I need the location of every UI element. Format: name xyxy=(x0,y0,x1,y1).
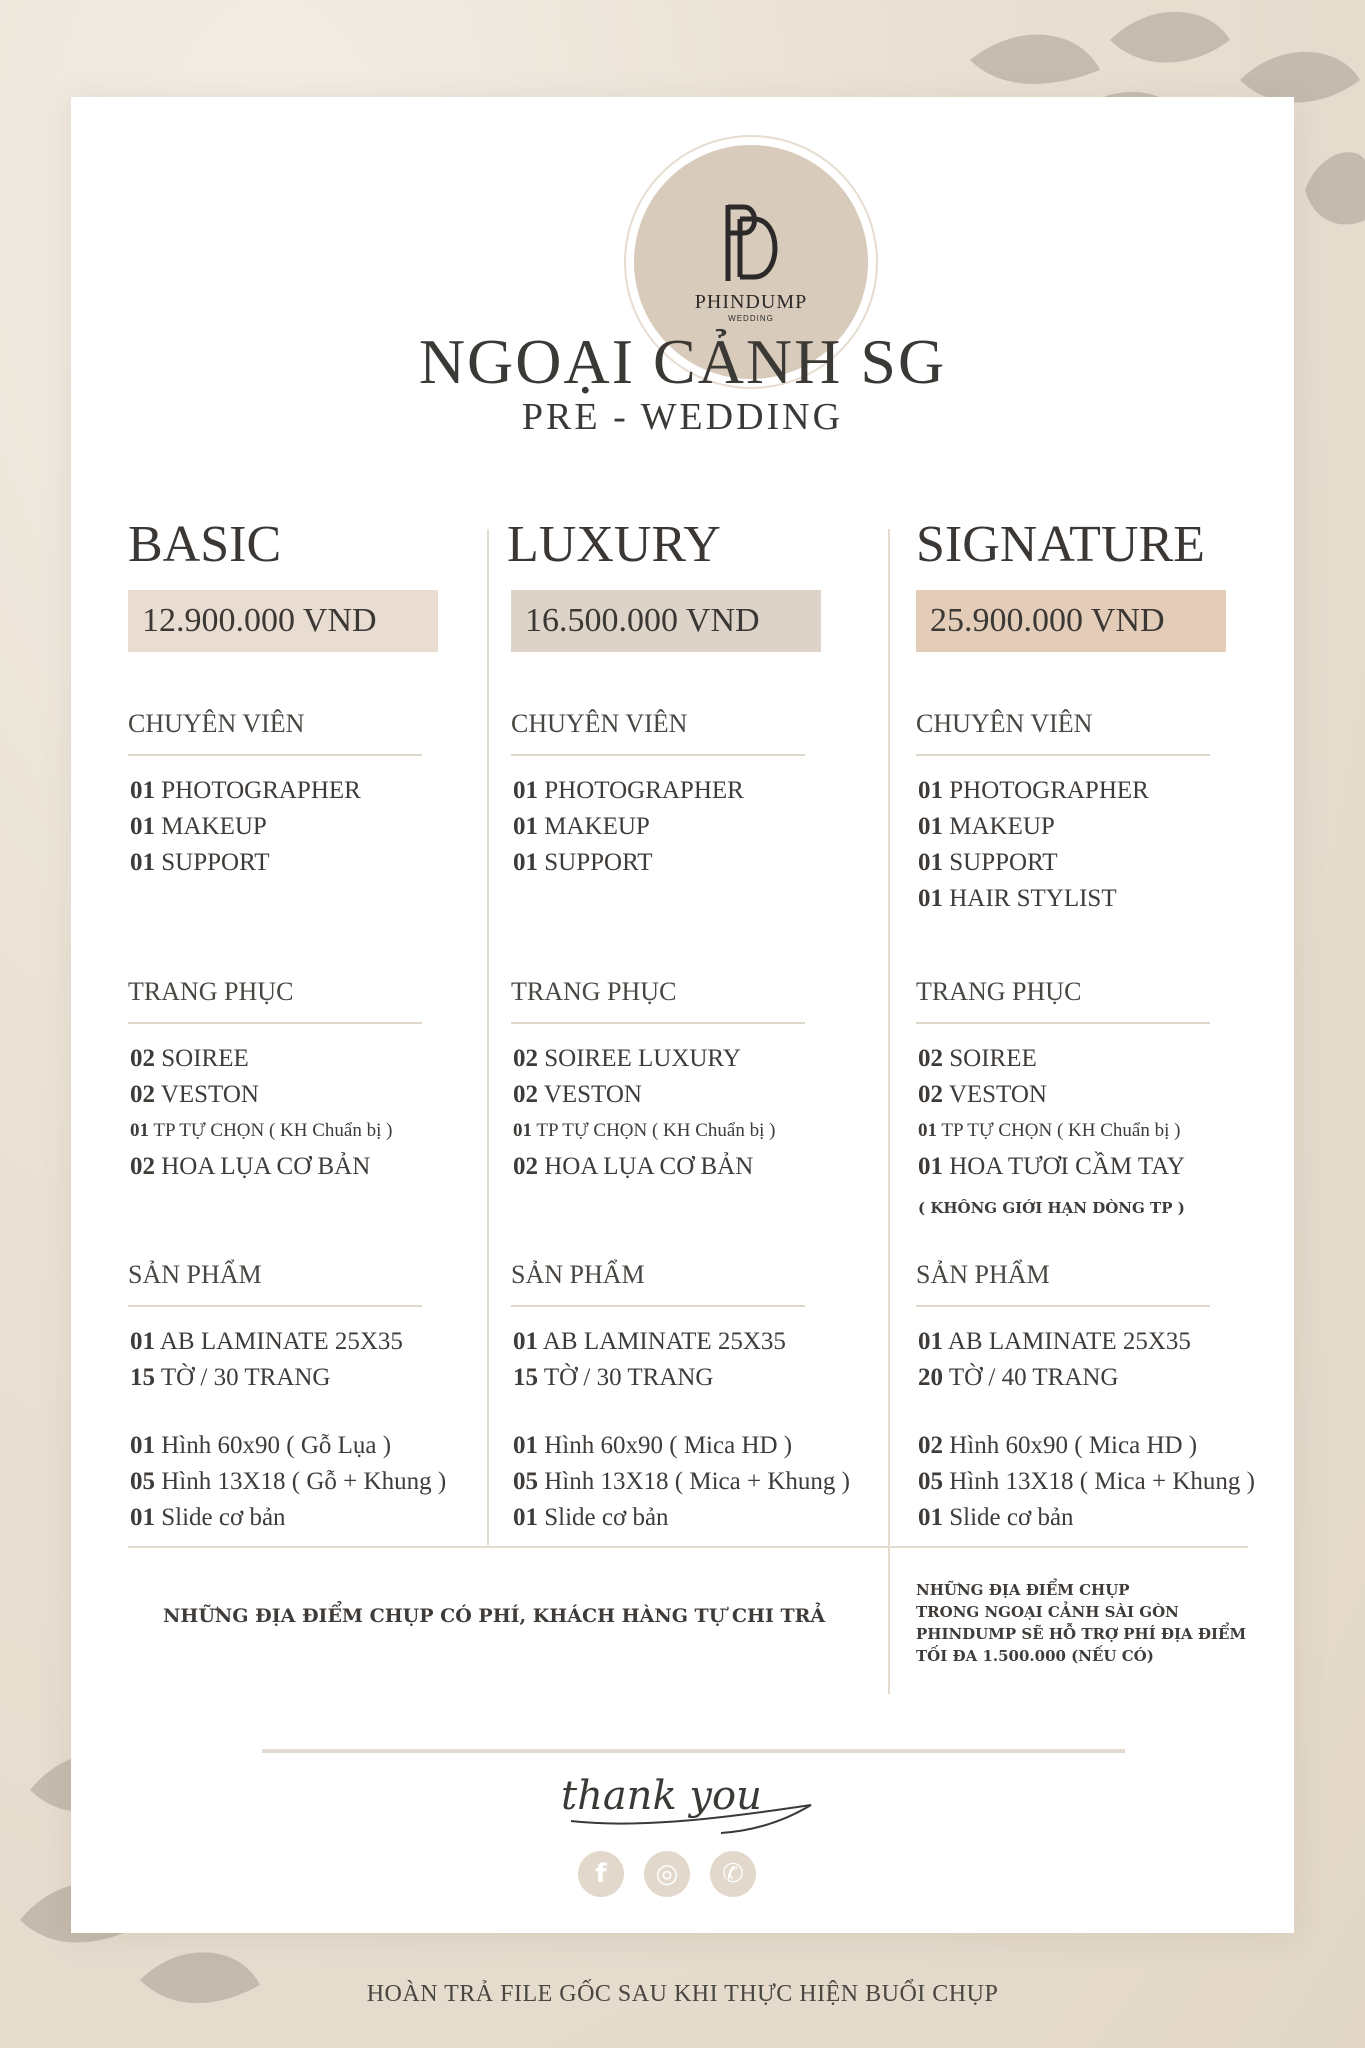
item-quantity: 02 xyxy=(513,1153,538,1180)
item-quantity: 01 xyxy=(130,849,155,876)
column-divider xyxy=(487,529,489,1545)
item-quantity: 15 xyxy=(130,1364,155,1391)
item-quantity: 02 xyxy=(130,1081,155,1108)
item-label: MAKEUP xyxy=(544,813,650,840)
package-item xyxy=(513,1081,642,1109)
package-price: 25.900.000 VND xyxy=(916,590,1226,652)
item-quantity: 01 xyxy=(918,1120,937,1141)
item-label: VESTON xyxy=(160,1081,259,1108)
column-divider xyxy=(888,529,890,1694)
location-support-note-line: NHỮNG ĐỊA ĐIỂM CHỤP xyxy=(916,1581,1130,1599)
package-item xyxy=(918,1081,1047,1109)
item-label: PHOTOGRAPHER xyxy=(949,777,1149,804)
package-item xyxy=(513,813,650,841)
package-item xyxy=(513,1468,850,1496)
brand-name: PHINDUMP xyxy=(694,291,808,313)
paid-location-note: NHỮNG ĐỊA ĐIỂM CHỤP CÓ PHÍ, KHÁCH HÀNG TỰ CHI TRẢ xyxy=(163,1605,826,1627)
item-quantity: 01 xyxy=(513,1328,538,1355)
item-quantity: 01 xyxy=(918,1153,943,1180)
phone-icon[interactable] xyxy=(710,1851,756,1897)
item-quantity: 01 xyxy=(130,1120,149,1141)
package-item xyxy=(130,1328,403,1356)
package-item xyxy=(513,1432,792,1460)
table-bottom-rule xyxy=(128,1546,1248,1548)
facebook-glyph: f xyxy=(595,1859,607,1889)
package-item xyxy=(918,777,1149,805)
section-heading-outfit: TRANG PHỤC xyxy=(511,977,677,1006)
instagram-icon[interactable] xyxy=(644,1851,690,1897)
package-item xyxy=(918,1432,1197,1460)
package-item xyxy=(918,1328,1191,1356)
package-item xyxy=(130,1045,249,1073)
section-rule xyxy=(916,1022,1210,1024)
item-quantity: 01 xyxy=(130,1432,155,1459)
package-item xyxy=(130,1432,391,1460)
item-quantity: 01 xyxy=(130,777,155,804)
item-label: SOIREE LUXURY xyxy=(544,1045,741,1072)
item-label: Hình 13X18 ( Mica + Khung ) xyxy=(544,1468,850,1495)
package-item xyxy=(130,777,361,805)
package-item xyxy=(130,1364,331,1392)
section-rule xyxy=(511,754,805,756)
item-quantity: 05 xyxy=(918,1468,943,1495)
item-quantity: 01 xyxy=(130,1328,155,1355)
item-quantity: 02 xyxy=(918,1432,943,1459)
item-label: HOA LỤA CƠ BẢN xyxy=(161,1153,371,1180)
section-rule xyxy=(916,1305,1210,1307)
package-item xyxy=(130,1120,392,1142)
item-label: MAKEUP xyxy=(949,813,1055,840)
item-label: HAIR STYLIST xyxy=(949,885,1117,912)
section-heading-products: SẢN PHẨM xyxy=(128,1260,262,1289)
package-item xyxy=(918,1468,1255,1496)
package-item xyxy=(130,1468,446,1496)
package-item xyxy=(918,1120,1180,1142)
item-label: PHOTOGRAPHER xyxy=(161,777,361,804)
package-name: LUXURY xyxy=(507,516,721,573)
section-rule xyxy=(128,754,422,756)
thank-you-signature-icon xyxy=(551,1757,821,1847)
package-item xyxy=(513,1504,669,1532)
item-label: HOA LỤA CƠ BẢN xyxy=(544,1153,754,1180)
item-label: TỜ / 40 TRANG xyxy=(948,1364,1119,1391)
thank-you-text: thank you xyxy=(561,1773,762,1819)
item-label: TP TỰ CHỌN ( KH Chuẩn bị ) xyxy=(153,1120,393,1141)
section-rule xyxy=(511,1022,805,1024)
item-quantity: 15 xyxy=(513,1364,538,1391)
brand-sub: WEDDING xyxy=(728,314,774,323)
package-item xyxy=(130,1081,259,1109)
outfit-note: ( KHÔNG GIỚI HẠN DÒNG TP ) xyxy=(918,1199,1185,1217)
location-support-note-line: PHINDUMP SẼ HỖ TRỢ PHÍ ĐỊA ĐIỂM xyxy=(916,1625,1247,1643)
item-label: HOA TƯƠI CẦM TAY xyxy=(949,1153,1185,1180)
item-quantity: 01 xyxy=(918,885,943,912)
section-heading-products: SẢN PHẨM xyxy=(511,1260,645,1289)
item-quantity: 02 xyxy=(918,1081,943,1108)
package-item xyxy=(513,777,744,805)
package-item xyxy=(918,1364,1119,1392)
item-label: Slide cơ bản xyxy=(161,1504,286,1531)
footer-rule xyxy=(262,1749,1125,1753)
item-label: Hình 60x90 ( Mica HD ) xyxy=(949,1432,1198,1459)
item-label: AB LAMINATE 25X35 xyxy=(159,1328,403,1355)
item-label: Slide cơ bản xyxy=(949,1504,1074,1531)
item-label: TỜ / 30 TRANG xyxy=(543,1364,714,1391)
section-rule xyxy=(128,1305,422,1307)
item-label: TỜ / 30 TRANG xyxy=(160,1364,331,1391)
section-heading-staff: CHUYÊN VIÊN xyxy=(511,709,688,738)
item-label: Hình 13X18 ( Gỗ + Khung ) xyxy=(161,1468,447,1495)
location-support-note-line: TỐI ĐA 1.500.000 (NẾU CÓ) xyxy=(916,1647,1154,1665)
pd-monogram-icon xyxy=(718,201,784,285)
instagram-glyph: ◎ xyxy=(655,1859,679,1889)
package-item xyxy=(513,1364,714,1392)
item-quantity: 01 xyxy=(513,777,538,804)
item-label: AB LAMINATE 25X35 xyxy=(542,1328,786,1355)
section-heading-products: SẢN PHẨM xyxy=(916,1260,1050,1289)
package-item xyxy=(513,849,653,877)
item-label: SUPPORT xyxy=(161,849,270,876)
package-item xyxy=(918,885,1117,913)
item-quantity: 01 xyxy=(918,777,943,804)
item-quantity: 02 xyxy=(918,1045,943,1072)
item-quantity: 20 xyxy=(918,1364,943,1391)
item-label: PHOTOGRAPHER xyxy=(544,777,744,804)
package-item xyxy=(513,1328,786,1356)
package-item xyxy=(918,1045,1037,1073)
item-label: VESTON xyxy=(543,1081,642,1108)
package-item xyxy=(513,1045,741,1073)
package-name: BASIC xyxy=(128,516,282,573)
item-quantity: 02 xyxy=(513,1045,538,1072)
package-item xyxy=(513,1153,753,1181)
item-label: SUPPORT xyxy=(544,849,653,876)
package-item xyxy=(130,1504,286,1532)
item-label: Hình 13X18 ( Mica + Khung ) xyxy=(949,1468,1255,1495)
section-rule xyxy=(511,1305,805,1307)
package-price: 16.500.000 VND xyxy=(511,590,821,652)
item-quantity: 02 xyxy=(130,1153,155,1180)
item-quantity: 05 xyxy=(130,1468,155,1495)
item-label: AB LAMINATE 25X35 xyxy=(947,1328,1191,1355)
package-price: 12.900.000 VND xyxy=(128,590,438,652)
section-rule xyxy=(916,754,1210,756)
item-label: Slide cơ bản xyxy=(544,1504,669,1531)
item-quantity: 01 xyxy=(918,813,943,840)
phone-glyph: ✆ xyxy=(722,1859,744,1889)
package-item xyxy=(918,813,1055,841)
package-item xyxy=(918,1153,1185,1181)
package-item xyxy=(130,813,267,841)
item-label: Hình 60x90 ( Gỗ Lụa ) xyxy=(161,1432,392,1459)
section-heading-staff: CHUYÊN VIÊN xyxy=(128,709,305,738)
facebook-icon[interactable] xyxy=(578,1851,624,1897)
item-label: TP TỰ CHỌN ( KH Chuẩn bị ) xyxy=(536,1120,776,1141)
item-quantity: 05 xyxy=(513,1468,538,1495)
package-item xyxy=(130,849,270,877)
item-label: MAKEUP xyxy=(161,813,267,840)
package-item xyxy=(513,1120,775,1142)
package-item xyxy=(918,849,1058,877)
page-title: NGOẠI CẢNH SG xyxy=(418,326,947,397)
item-quantity: 01 xyxy=(918,1504,943,1531)
page-subtitle: PRE - WEDDING xyxy=(521,396,844,438)
leaf-decoration-right-icon xyxy=(1300,140,1365,240)
item-quantity: 01 xyxy=(918,849,943,876)
item-label: VESTON xyxy=(948,1081,1047,1108)
section-heading-staff: CHUYÊN VIÊN xyxy=(916,709,1093,738)
item-label: TP TỰ CHỌN ( KH Chuẩn bị ) xyxy=(941,1120,1181,1141)
package-name: SIGNATURE xyxy=(916,516,1205,573)
item-quantity: 01 xyxy=(513,1120,532,1141)
item-quantity: 01 xyxy=(918,1328,943,1355)
item-quantity: 01 xyxy=(513,1432,538,1459)
item-quantity: 02 xyxy=(513,1081,538,1108)
section-rule xyxy=(128,1022,422,1024)
location-support-note xyxy=(916,1579,1246,1667)
item-quantity: 01 xyxy=(130,813,155,840)
item-quantity: 01 xyxy=(513,1504,538,1531)
footer-note: HOÀN TRẢ FILE GỐC SAU KHI THỰC HIỆN BUỔI CHỤP xyxy=(366,1981,999,2007)
section-heading-outfit: TRANG PHỤC xyxy=(128,977,294,1006)
package-item xyxy=(918,1504,1074,1532)
package-item xyxy=(130,1153,370,1181)
item-quantity: 01 xyxy=(130,1504,155,1531)
item-label: SOIREE xyxy=(949,1045,1037,1072)
item-quantity: 01 xyxy=(513,849,538,876)
section-heading-outfit: TRANG PHỤC xyxy=(916,977,1082,1006)
item-quantity: 02 xyxy=(130,1045,155,1072)
item-quantity: 01 xyxy=(513,813,538,840)
item-label: SOIREE xyxy=(161,1045,249,1072)
item-label: SUPPORT xyxy=(949,849,1058,876)
item-label: Hình 60x90 ( Mica HD ) xyxy=(544,1432,793,1459)
location-support-note-line: TRONG NGOẠI CẢNH SÀI GÒN xyxy=(916,1603,1179,1621)
